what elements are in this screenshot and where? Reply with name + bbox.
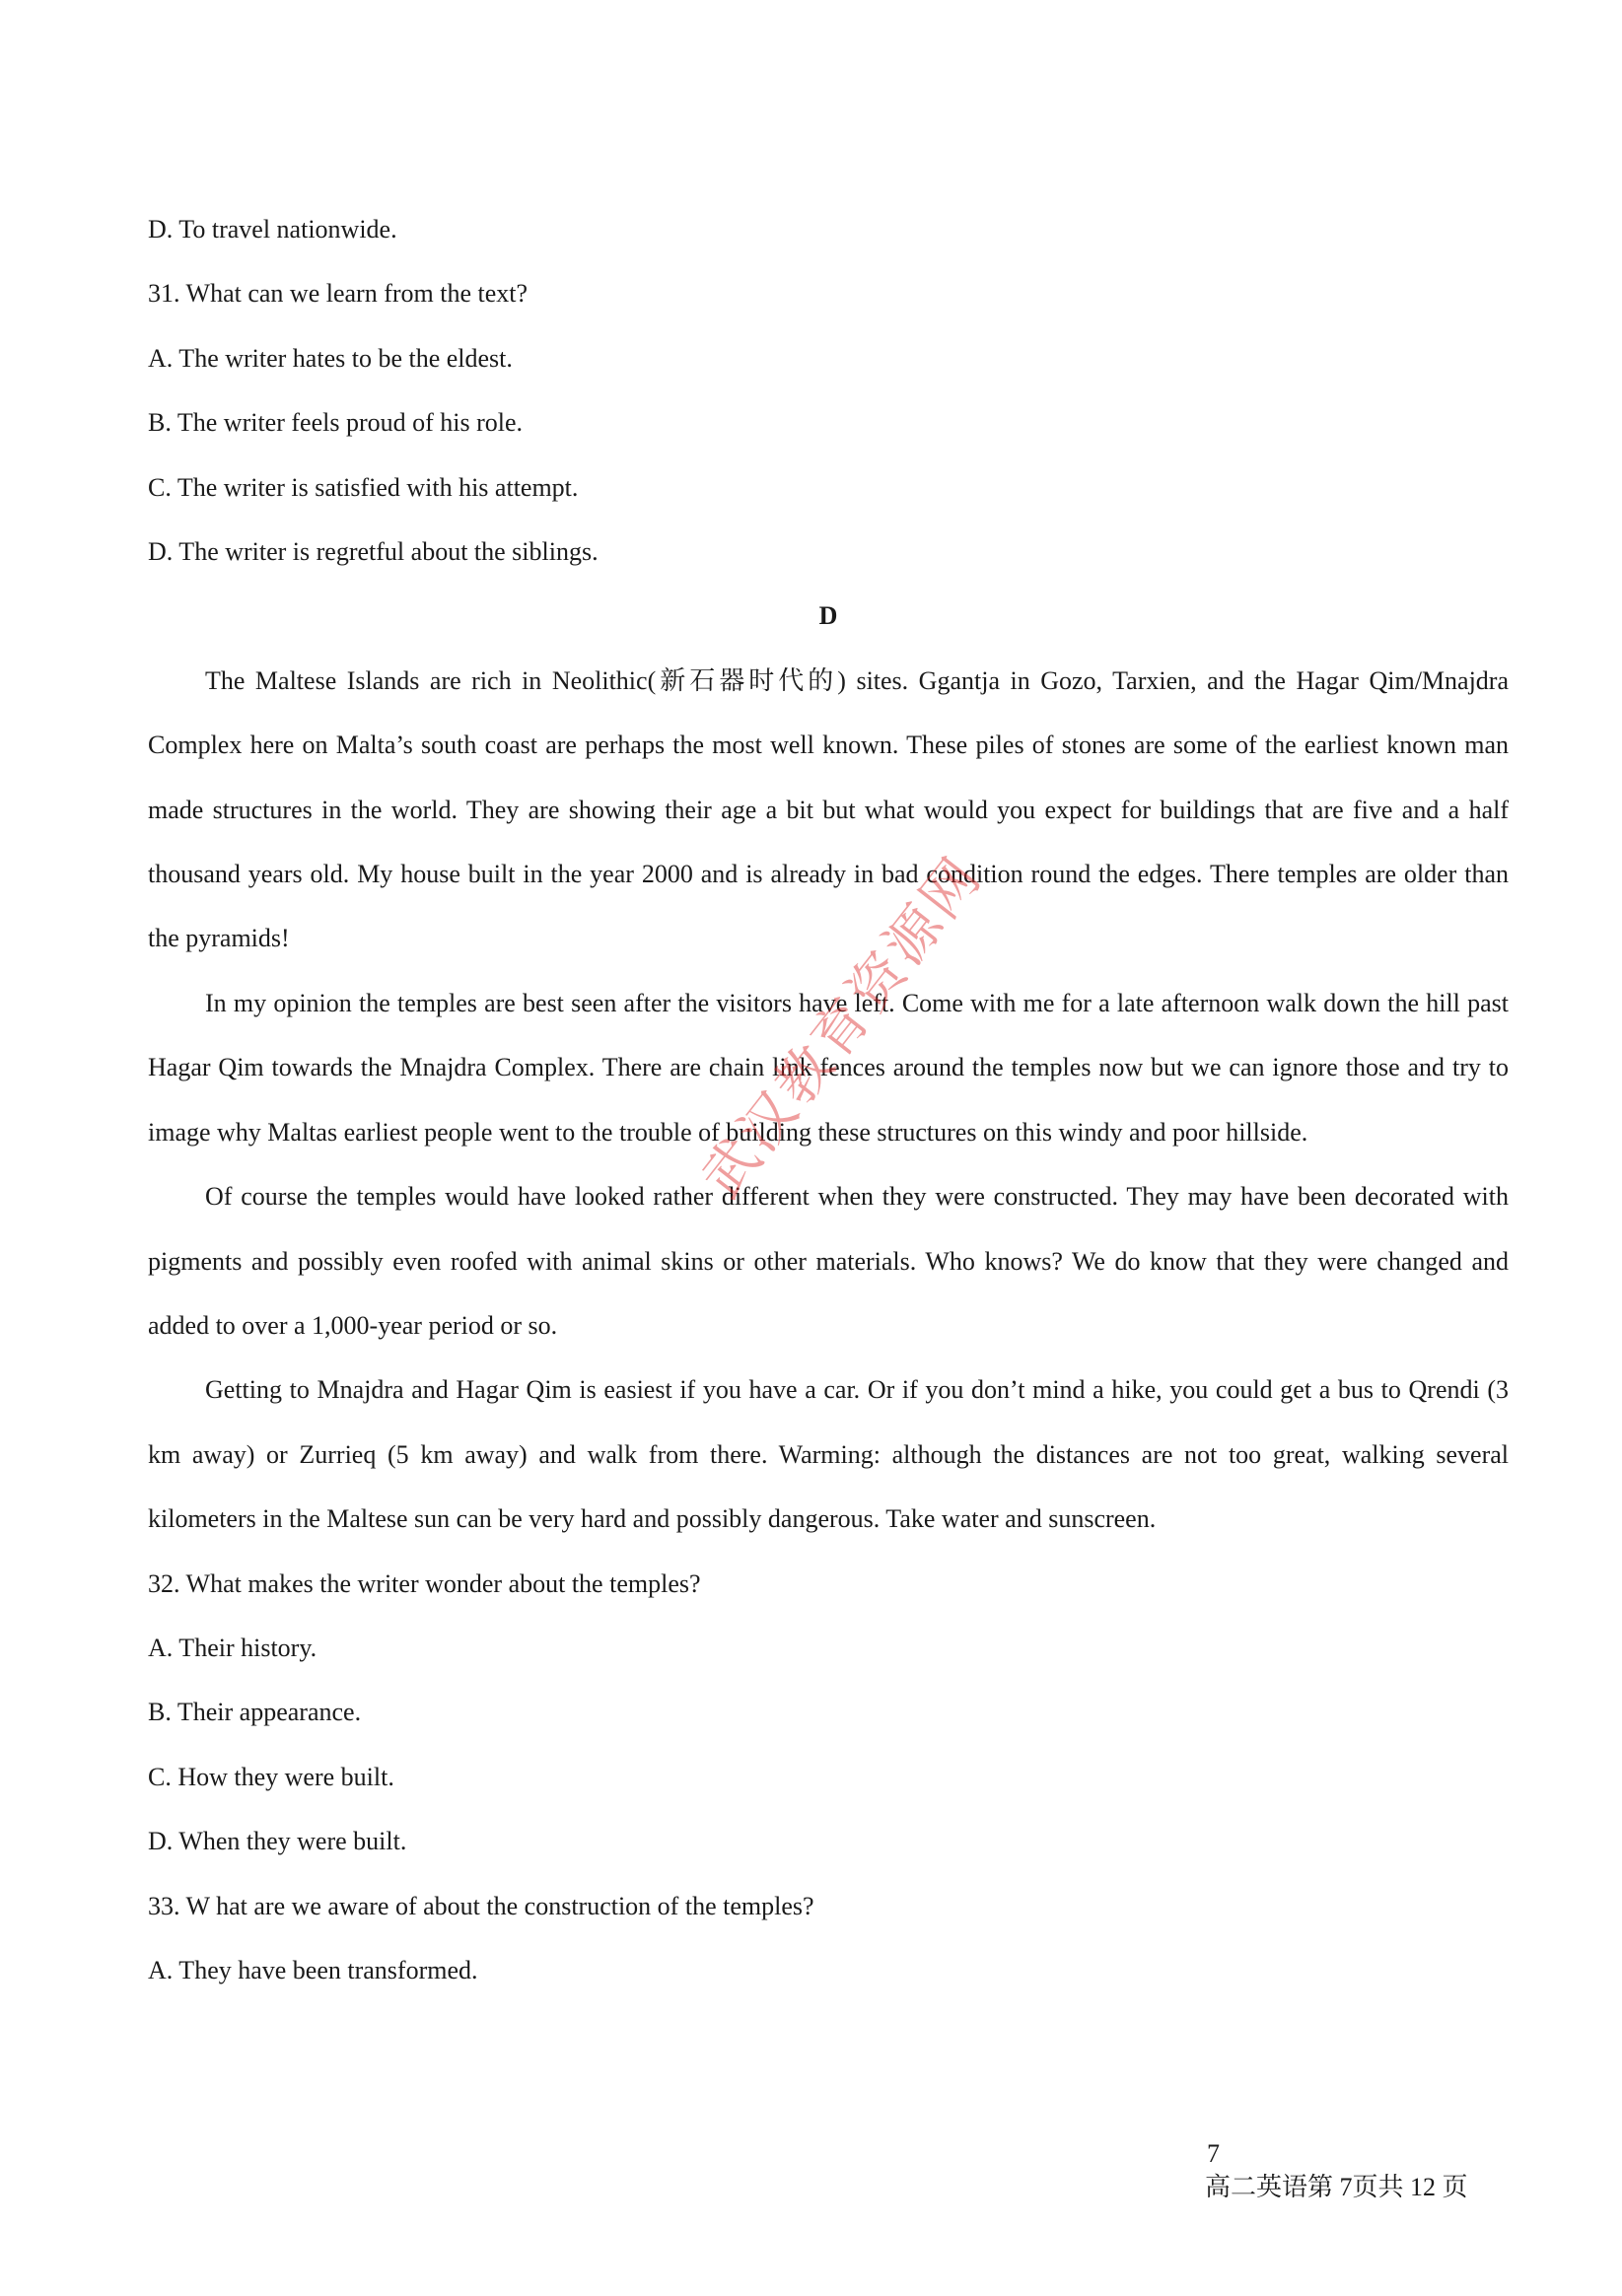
option-line: C. How they were built. (148, 1762, 394, 1791)
section-heading: D (818, 601, 838, 631)
page-caption: 高二英语第 7页共 12 页 (1205, 2173, 1468, 2201)
option-line: D. To travel nationwide. (148, 215, 397, 244)
option-line: D. When they were built. (148, 1827, 407, 1856)
passage-paragraph: Getting to Mnajdra and Hagar Qim is easiest if you have a car. Or if you don’t mind a hike, you could get a bus to Qrendi (3 km away) or Zurrieq (5 km away) and walk from there. Warming: although the distances are not too great, walking several kilometers in the Maltese sun can be very hard and possibly dangerous. Take water and sunscreen. (148, 1375, 1509, 1534)
page-footer (1205, 2137, 1468, 2204)
option-line: B. The writer feels proud of his role. (148, 408, 524, 438)
watermark: 武汉教育资源网 (689, 844, 996, 1211)
question-line: 31. What can we learn from the text? (148, 279, 529, 309)
question-line: 33. W hat are we aware of about the construction of the temples? (148, 1891, 814, 1920)
passage-paragraph: Of course the temples would have looked rather different when they were constructed. They may have been decorated with pigments and possibly even roofed with animal skins or other materials. Who knows? We do know that they were changed and added to over a 1,000-year period or so. (148, 1182, 1509, 1340)
option-line: A. They have been transformed. (148, 1955, 478, 1984)
option-line: B. Their appearance. (148, 1698, 362, 1727)
option-line: A. The writer hates to be the eldest. (148, 343, 513, 373)
option-line: D. The writer is regretful about the siblings. (148, 537, 599, 567)
page-body (148, 197, 1509, 2002)
passage-paragraph: In my opinion the temples are best seen after the visitors have left. Come with me for a late afternoon walk down the hill past Hagar Qim towards the Mnajdra Complex. There are chain link fences around the temples now but we can ignore those and try to image why Maltas earliest people went to the trouble of building these structures on this windy and poor hillside. (148, 988, 1509, 1147)
page-number: 7 (1207, 2139, 1220, 2168)
option-line: C. The writer is satisfied with his attempt. (148, 472, 579, 502)
question-line: 32. What makes the writer wonder about the temples? (148, 1568, 701, 1598)
passage-paragraph: The Maltese Islands are rich in Neolithic(新石器时代的) sites. Ggantja in Gozo, Tarxien, and the Hagar Qim/Mnajdra Complex here on Malta’s south coast are perhaps the most well known. These piles of stones are some of the earliest known man made structures in the world. They are showing their age a bit but what would you expect for buildings that are five and a half thousand years old. My house built in the year 2000 and is already in bad condition round the edges. There temples are older than the pyramids! (148, 665, 1509, 953)
option-line: A. Their history. (148, 1633, 317, 1662)
